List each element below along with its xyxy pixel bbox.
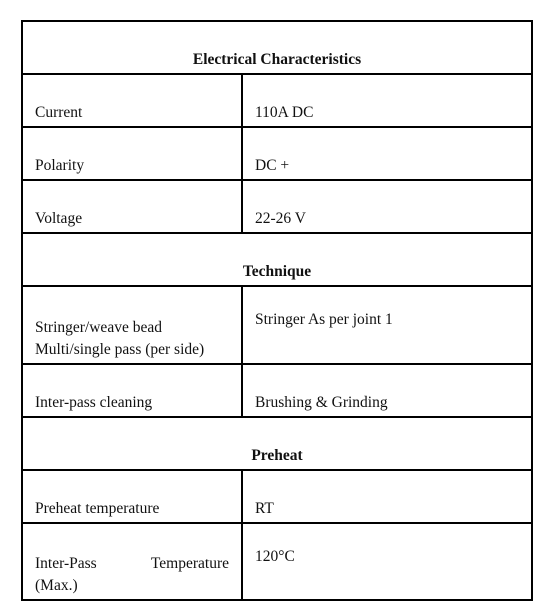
label-temperature-word: Temperature (150, 555, 229, 572)
table-row (22, 127, 532, 180)
label-interpass-temperature (22, 523, 242, 600)
value-voltage: 22-26 V (242, 180, 532, 233)
section-title-preheat: Preheat (22, 417, 532, 470)
label-polarity: Polarity (22, 127, 242, 180)
value-polarity: DC + (242, 127, 532, 180)
label-interpass-word: Inter-Pass (35, 555, 97, 572)
label-interpass-temp-line2: (Max.) (35, 577, 78, 594)
label-voltage: Voltage (22, 180, 242, 233)
table-row (22, 286, 532, 364)
table-row (22, 523, 532, 600)
label-interpass-cleaning: Inter-pass cleaning (22, 364, 242, 417)
section-title-technique: Technique (22, 233, 532, 286)
table-row (22, 364, 532, 417)
label-current: Current (22, 74, 242, 127)
label-bead-type: Stringer/weave bead (35, 319, 162, 336)
value-current: 110A DC (242, 74, 532, 127)
value-bead-pass: Stringer As per joint 1 (242, 286, 532, 364)
section-header-row (22, 417, 532, 470)
section-header-row (22, 233, 532, 286)
value-preheat-temperature: RT (242, 470, 532, 523)
section-header-row (22, 21, 532, 74)
welding-spec-table (21, 20, 533, 601)
table-row (22, 74, 532, 127)
label-pass-type: Multi/single pass (per side) (35, 341, 205, 358)
label-bead-pass (22, 286, 242, 364)
section-title-electrical: Electrical Characteristics (22, 21, 532, 74)
table-row (22, 180, 532, 233)
table-row (22, 470, 532, 523)
value-interpass-temperature: 120°C (242, 523, 532, 600)
value-interpass-cleaning: Brushing & Grinding (242, 364, 532, 417)
label-interpass-temp-line1 (35, 553, 229, 575)
label-preheat-temperature: Preheat temperature (22, 470, 242, 523)
